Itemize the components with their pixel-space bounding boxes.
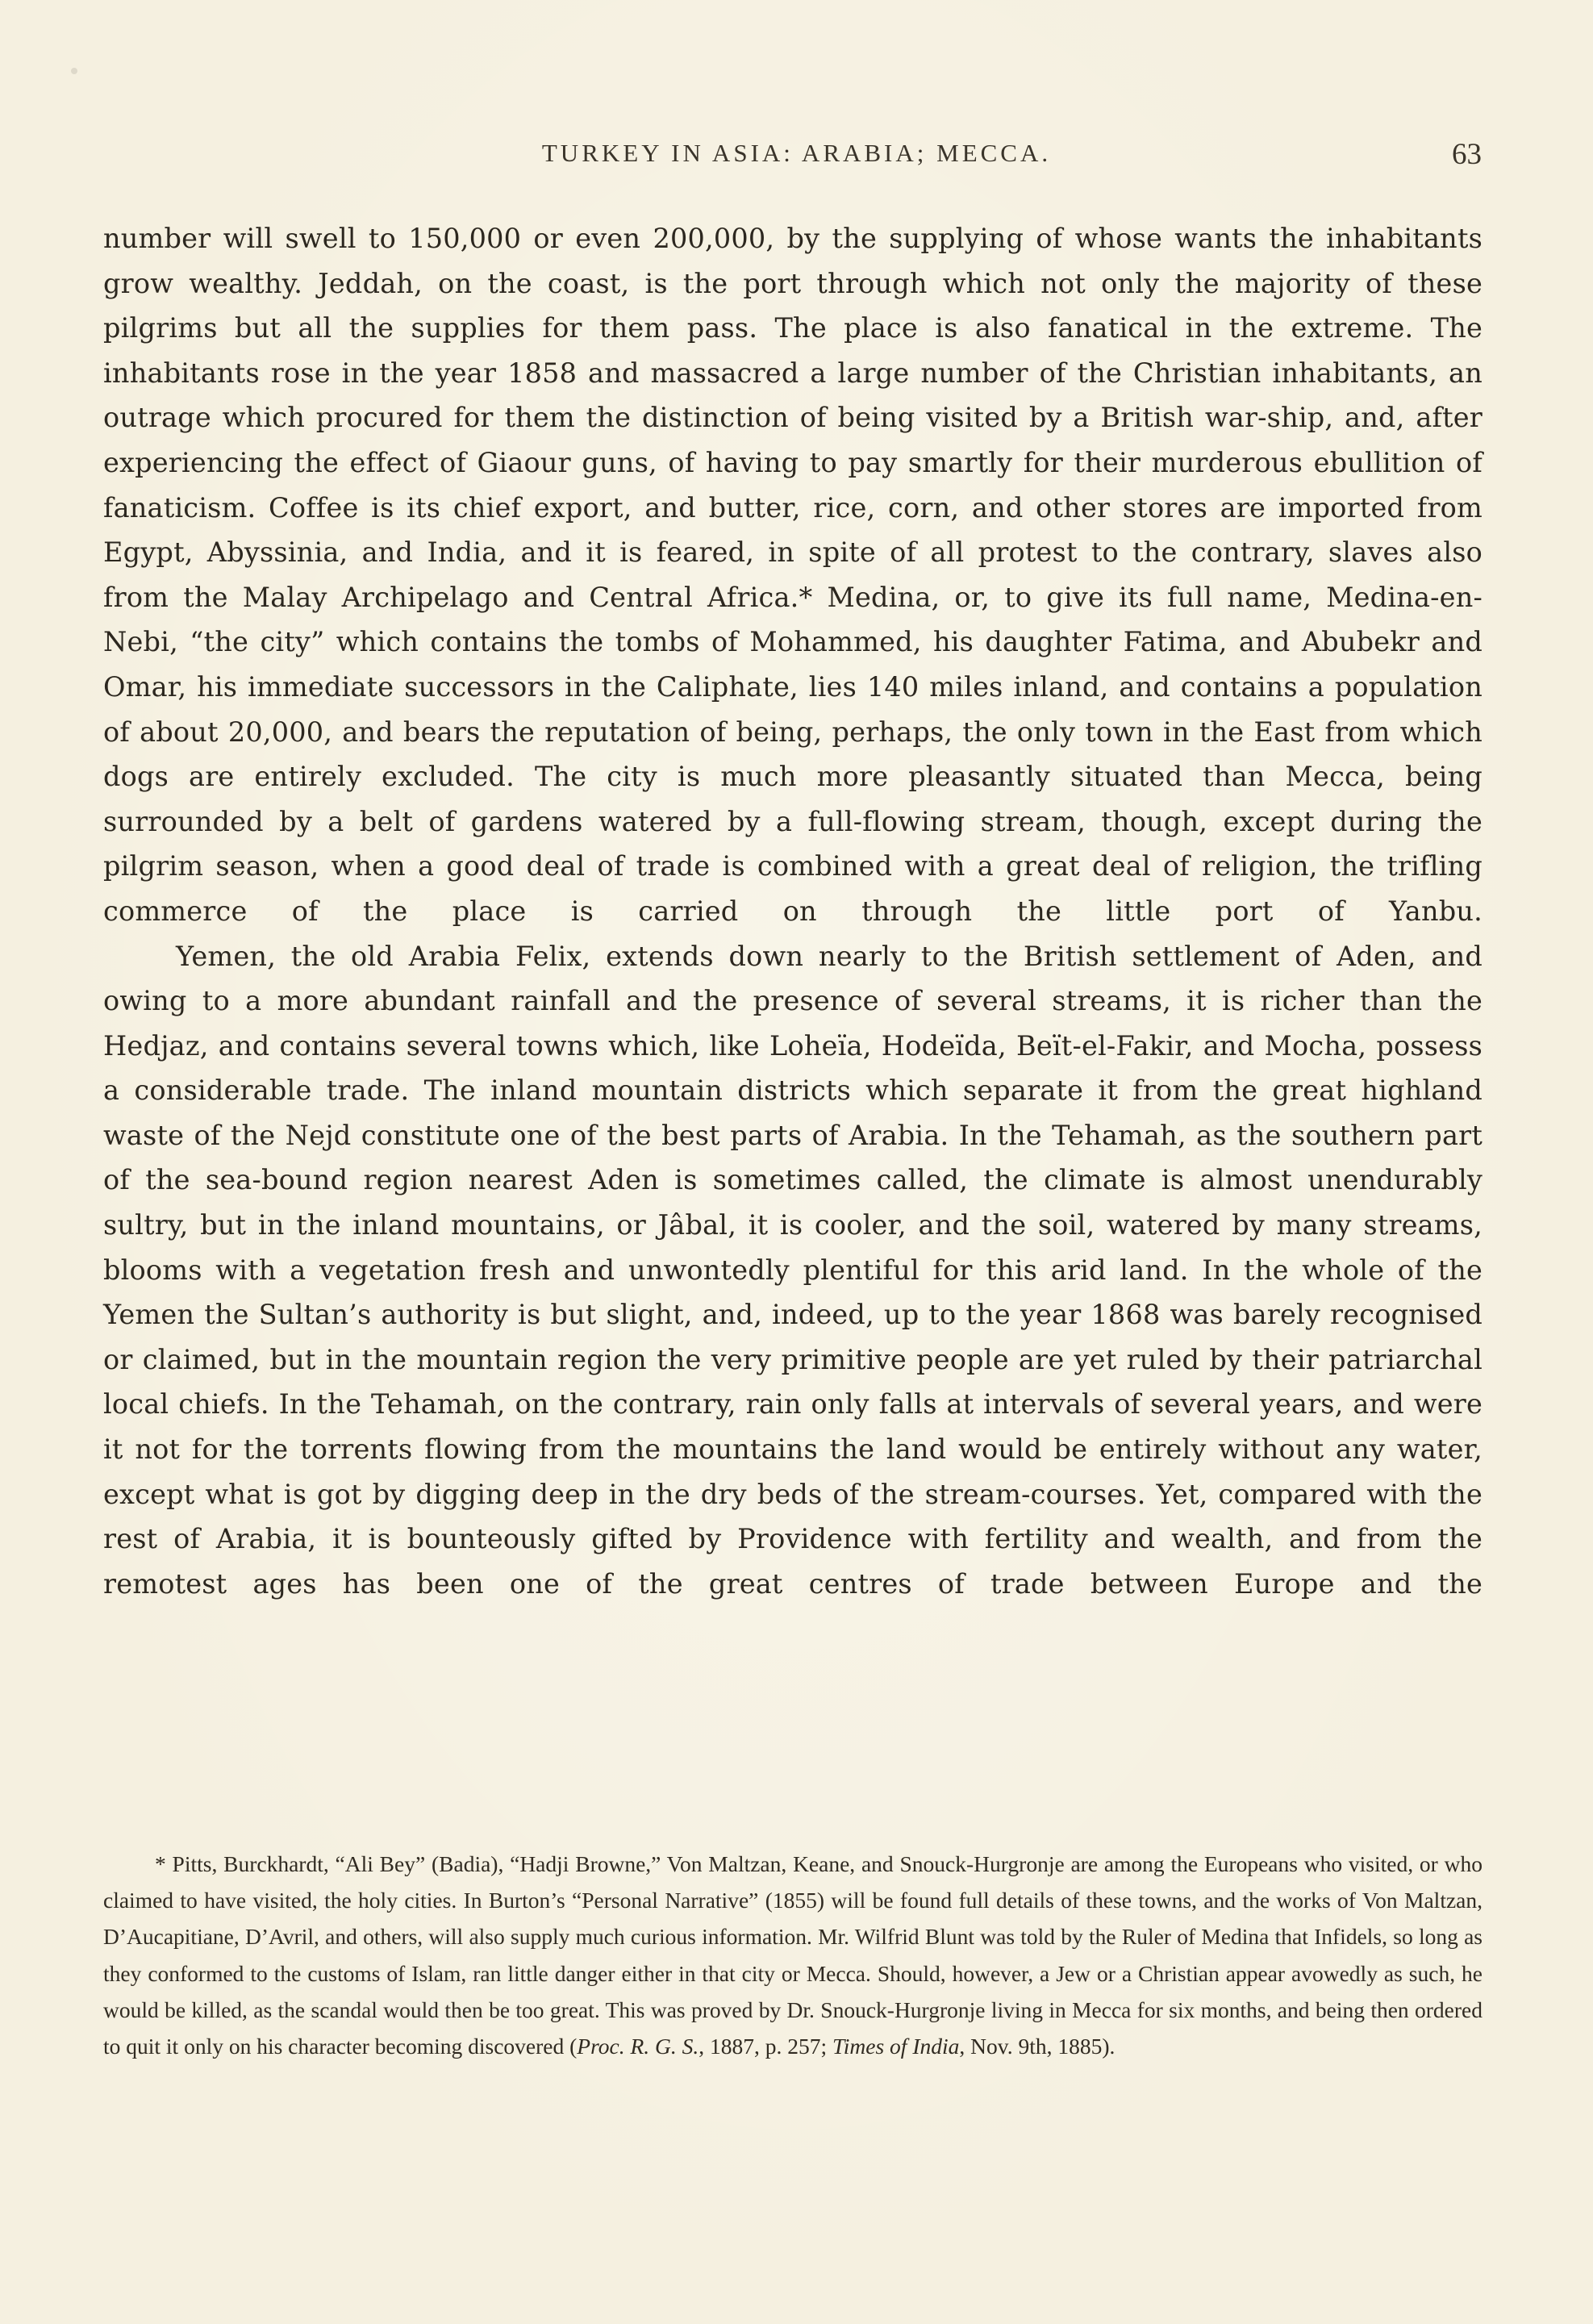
footnote-ref-journal-details: , 1887, p. 257; [699,2034,832,2059]
footnote-ref-journal: Proc. R. G. S. [577,2034,699,2059]
body-text [103,216,1482,1606]
running-head [0,139,1593,179]
running-title: TURKEY IN ASIA: ARABIA; MECCA. [541,139,1052,167]
paragraph-yemen: Yemen, the old Arabia Felix, extends down nearly to the British settlement of Aden, and owing to a more abundant rainfall and the presence of several streams, it is richer than the Hedjaz, and contains several towns which, like Loheïa, Hodeïda, Beït-el-Fakir, and Mocha, possess a considerable trade. The inland mountain districts which separate it from the great highland waste of the Nejd constitute one of the best parts of Arabia. In the Tehamah, as the southern part of the sea-bound region nearest Aden is sometimes called, the climate is almost unendurably sultry, but in the inland mountains, or Jâbal, it is cooler, and the soil, watered by many streams, blooms with a vegetation fresh and unwontedly plentiful for this arid land. In the whole of the Yemen the Sultan’s authority is but slight, and, indeed, up to the year 1868 was barely recognised or claimed, but in the mountain region the very primitive people are yet ruled by their patriarchal local chiefs. In the Tehamah, on the contrary, rain only falls at intervals of several years, and were it not for the torrents flowing from the mountains the land would be entirely without any water, except what is got by digging deep in the dry beds of the stream-courses. Yet, compared with the rest of Arabia, it is bounteously gifted by Providence with fertility and wealth, and from the remotest ages has been one of the great centres of trade between Europe and the [103,940,1482,1600]
paragraph-continued: number will swell to 150,000 or even 200,000, by the supplying of whose wants the inhabitants grow wealthy. Jeddah, on the coast, is the port through which not only the majority of these pilgrims but all the supplies for them pass. The place is also fanatical in the extreme. The inhabitants rose in the year 1858 and massacred a large number of the Christian inhabitants, an outrage which procured for them the distinction of being visited by a British war-ship, and, after experiencing the effect of Giaour guns, of having to pay smartly for their murderous ebullition of fanaticism. Coffee is its chief export, and butter, rice, corn, and other stores are imported from Egypt, Abyssinia, and India, and it is feared, in spite of all protest to the contrary, slaves also from the Malay Archipelago and Central Africa.* Medina, or, to give its full name, Medina-en-Nebi, “the city” which contains the tombs of Mohammed, his daughter Fatima, and Abubekr and Omar, his immediate successors in the Caliphate, lies 140 miles inland, and contains a population of about 20,000, and bears the reputation of being, perhaps, the only town in the East from which dogs are entirely excluded. The city is much more pleasantly situated than Mecca, being surrounded by a belt of gardens watered by a full-flowing stream, though, except during the pilgrim season, when a good deal of trade is combined with a great deal of religion, the trifling commerce of the place is carried on through the little port of Yanbu. [103,223,1482,927]
footnote [103,1846,1482,2064]
footnote-ref-newspaper-details: , Nov. 9th, 1885). [959,2034,1116,2059]
paper-speck [71,68,77,74]
footnote-ref-newspaper: Times of India [832,2034,960,2059]
footnote-main: * Pitts, Burckhardt, “Ali Bey” (Badia), “Hadji Browne,” Von Maltzan, Keane, and Snouck-Hurgronje are among the Europeans who visited, or who claimed to have visited, the holy cities. In Burton’s “Personal Narrative” (1855) will be found full details of these towns, and the works of Von Maltzan, D’Aucapitiane, D’Avril, and others, will also supply much curious information. Mr. Wilfrid Blunt was told by the Ruler of Medina that Infidels, so long as they conformed to the customs of Islam, ran little danger either in that city or Mecca. Should, however, a Jew or a Christian appear avowedly as such, he would be killed, as the scandal would then be too great. This was proved by Dr. Snouck-Hurgronje living in Mecca for six months, and being then ordered to quit it only on his character becoming discovered ( [103,1851,1482,2059]
page-number: 63 [1452,138,1482,171]
footnote-text [103,1846,1482,2064]
